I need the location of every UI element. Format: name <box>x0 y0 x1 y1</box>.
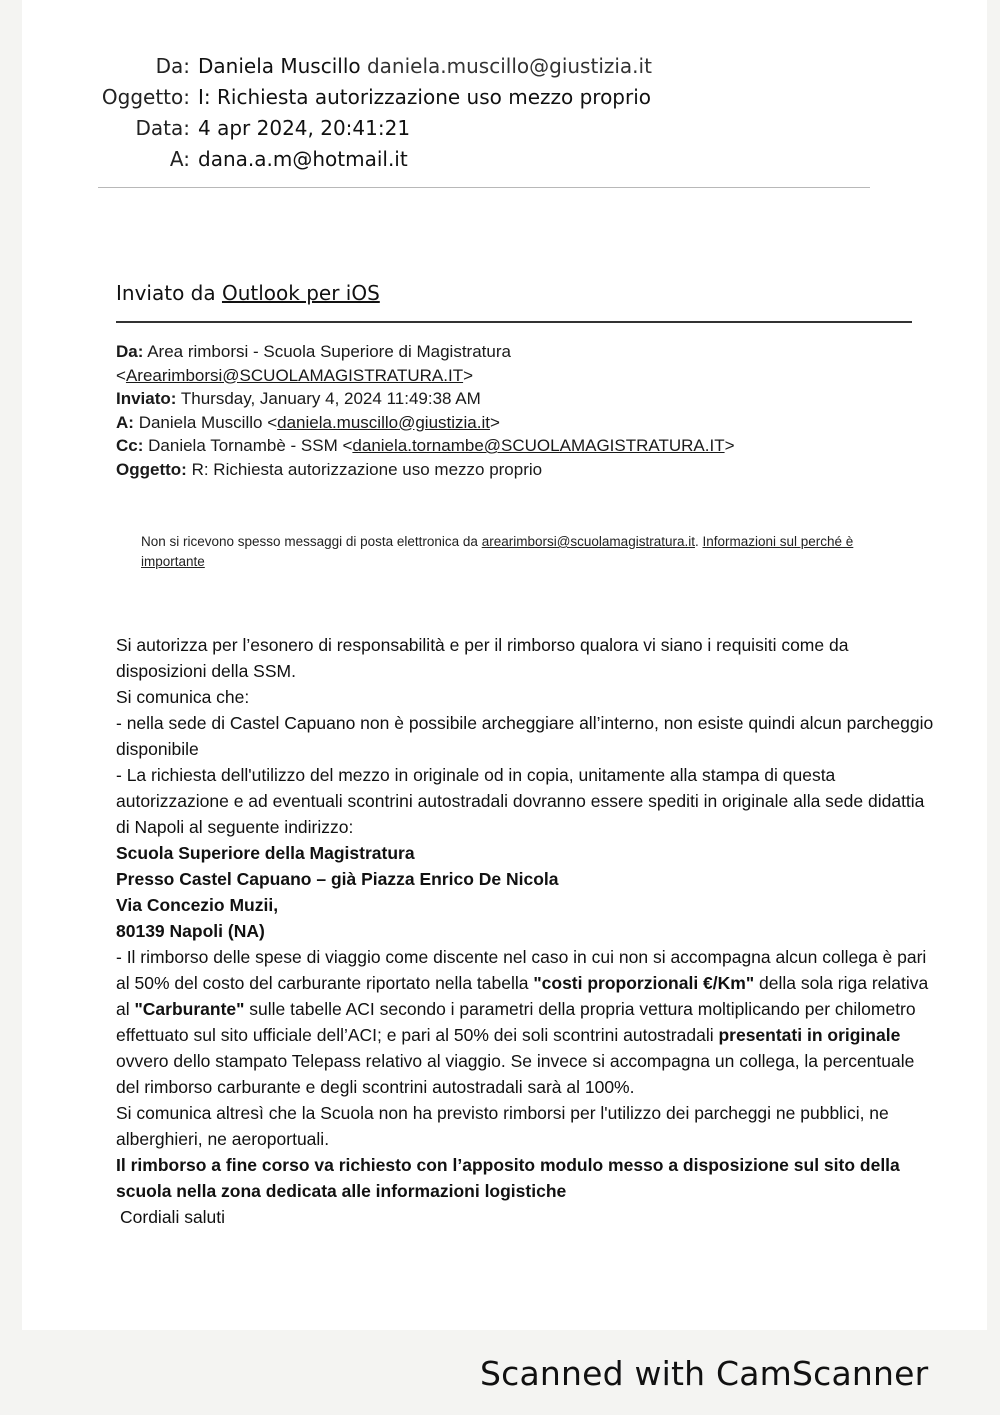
body-paragraph: Si comunica che: <box>116 687 250 707</box>
address-line: 80139 Napoli (NA) <box>116 921 265 941</box>
from-email: daniela.muscillo@giustizia.it <box>366 54 652 78</box>
orig-cc-name: Daniela Tornambè - SSM <box>148 436 338 455</box>
sent-via-line: Inviato da Outlook per iOS <box>116 281 380 305</box>
to-value: dana.a.m@hotmail.it <box>198 147 408 171</box>
body-paragraph: Si autorizza per l’esonero di responsabilità e per il rimborso qualora vi siano i requisiti come da disposizioni della SSM. <box>116 635 849 681</box>
orig-sent-row: Inviato: Thursday, January 4, 2024 11:49:38 AM <box>116 389 481 408</box>
orig-from-row: Da: Area rimborsi - Scuola Superiore di Magistratura <Arearimborsi@SCUOLAMAGISTRATURA.IT> <box>116 342 511 385</box>
orig-subject-value: R: Richiesta autorizzazione uso mezzo proprio <box>191 459 543 479</box>
orig-sent-value: Thursday, January 4, 2024 11:49:38 AM <box>180 389 481 408</box>
body-paragraph: - nella sede di Castel Capuano non è possibile archeggiare all’interno, non esiste quindi alcun parcheggio disponibile <box>116 713 934 759</box>
address-line: Presso Castel Capuano – già Piazza Enrico De Nicola <box>116 869 559 889</box>
date-label: Data: <box>135 116 190 140</box>
orig-cc-row: Cc: Daniela Tornambè - SSM <daniela.tornambe@SCUOLAMAGISTRATURA.IT> <box>116 436 735 455</box>
header-subject-row <box>22 85 722 116</box>
header-date-row <box>22 116 722 147</box>
body-paragraph-bold: Il rimborso a fine corso va richiesto con l’apposito modulo messo a disposizione sul sito della scuola nella zona dedicata alle informazioni logistiche <box>116 1155 900 1201</box>
body-paragraph: - La richiesta dell'utilizzo del mezzo in originale od in copia, unitamente alla stampa di questa autorizzazione e ad eventuali scontrini autostradali dovranno essere spediti in originale alla sede didattia di Napoli al seguente indirizzo: <box>116 765 925 837</box>
closing: Cordiali saluti <box>120 1207 226 1227</box>
subject-label: Oggetto: <box>101 85 190 109</box>
from-label: Da: <box>155 54 190 78</box>
outlook-ios-link[interactable]: Outlook per iOS <box>221 281 380 305</box>
date-value: 4 apr 2024, 20:41:21 <box>198 116 411 140</box>
orig-cc-email-link[interactable]: daniela.tornambe@SCUOLAMAGISTRATURA.IT <box>352 436 725 455</box>
orig-to-row: A: Daniela Muscillo <daniela.muscillo@giustizia.it> <box>116 412 500 432</box>
orig-from-email-link[interactable]: Arearimborsi@SCUOLAMAGISTRATURA.IT <box>125 365 464 385</box>
orig-from-name: Area rimborsi - Scuola Superiore di Magistratura <box>147 342 511 361</box>
header-from-row <box>22 54 722 85</box>
header-to-row <box>22 147 722 178</box>
orig-to-name: Daniela Muscillo <box>138 412 263 432</box>
to-label: A: <box>169 147 190 171</box>
forward-header <box>22 54 722 178</box>
notice-info-link[interactable]: Informazioni sul perché è importante <box>141 534 854 569</box>
reimbursement-paragraph: - Il rimborso delle spese di viaggio come discente nel caso in cui non si accompagna alcun collega è pari al 50% del costo del carburante riportato nella tabella "costi proporzionali €/Km" della sola riga relativa al "Carburante" sulle tabelle ACI secondo i parametri della propria vettura moltiplicando per chilometro effettuato sul sito ufficiale dell’ACI; e pari al 50% dei soli scontrini autostradali presentati in originale ovvero dello stampato Telepass relativo al viaggio. Se invece si accompagna un collega, la percentuale del rimborso carburante e degli scontrini autostradali sarà al 100%. <box>116 947 929 1097</box>
from-name: Daniela Muscillo <box>198 54 361 78</box>
orig-to-email-link[interactable]: daniela.muscillo@giustizia.it <box>277 412 490 432</box>
header-divider <box>98 187 870 188</box>
sender-warning-notice: Non si ricevono spesso messaggi di posta elettronica da arearimborsi@scuolamagistratura.it. Informazioni sul perché è importante <box>141 534 854 569</box>
body-paragraph: Si comunica altresì che la Scuola non ha previsto rimborsi per l'utilizzo dei parcheggi ne pubblici, ne alberghieri, ne aeroportuali. <box>116 1103 889 1149</box>
original-message-divider <box>116 321 912 323</box>
address-line: Scuola Superiore della Magistratura <box>116 843 415 863</box>
original-message-header <box>116 340 936 481</box>
scanned-page <box>22 0 987 1330</box>
message-body <box>116 632 936 1230</box>
subject-value: I: Richiesta autorizzazione uso mezzo proprio <box>198 85 652 109</box>
orig-subject-row: Oggetto: R: Richiesta autorizzazione uso mezzo proprio <box>116 459 543 479</box>
camscanner-watermark: Scanned with CamScanner <box>480 1354 929 1393</box>
address-line: Via Concezio Muzii, <box>116 895 279 915</box>
notice-email-link[interactable]: arearimborsi@scuolamagistratura.it <box>481 534 695 549</box>
